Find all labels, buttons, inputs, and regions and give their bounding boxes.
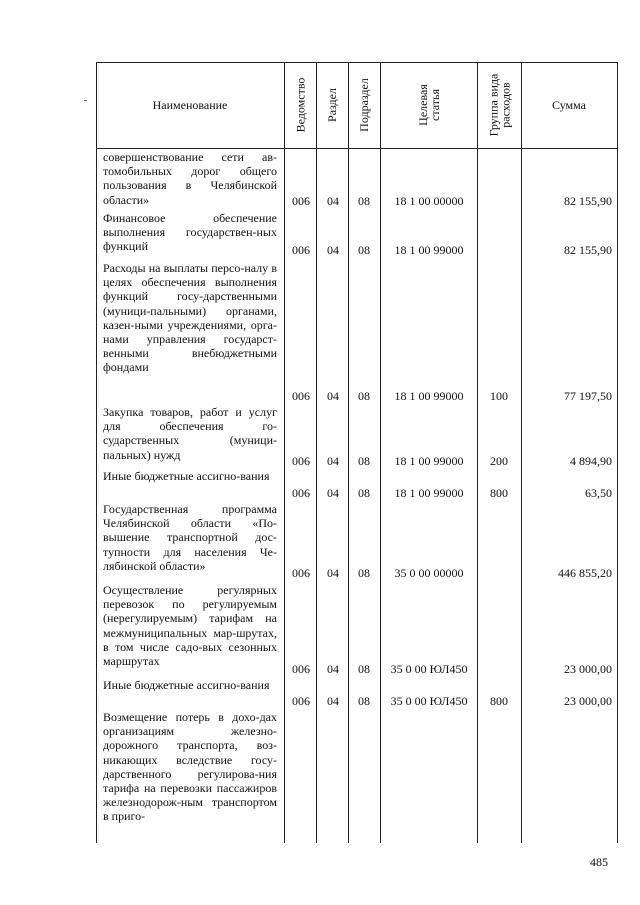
row-gruppa: 800 xyxy=(490,486,508,500)
table-column-border xyxy=(521,62,522,843)
row-razdel: 04 xyxy=(327,243,339,257)
header-razdel-cell xyxy=(316,62,348,148)
table-column-border xyxy=(380,62,381,843)
row-vedomstvo: 006 xyxy=(292,389,310,403)
row-summa: 446 855,20 xyxy=(558,566,612,580)
row-summa: 4 894,90 xyxy=(570,454,612,468)
header-gruppa-line1: Группа вида xyxy=(486,73,500,137)
row-name: Иные бюджетные ассигно-вания xyxy=(103,469,270,483)
row-name: Закупка товаров, работ и услуг для обеспечения го-сударственных (муници-пальных) нужд xyxy=(103,405,277,462)
row-summa: 82 155,90 xyxy=(564,243,612,257)
header-name-cell xyxy=(96,62,284,148)
header-razdel: Раздел xyxy=(325,88,340,122)
row-podrazdel: 08 xyxy=(358,454,370,468)
header-name: Наименование xyxy=(152,98,228,112)
row-name: Государственная программа Челябинской области «По-вышение транспортной дос-тупности для населения Че-лябинской области» xyxy=(103,502,277,573)
row-celevaya: 18 1 00 00000 xyxy=(394,194,464,208)
header-summa-cell xyxy=(521,62,617,148)
header-summa: Сумма xyxy=(552,98,586,112)
header-gruppa-cell xyxy=(477,62,521,148)
header-celevaya xyxy=(416,84,440,126)
row-name: Осуществление регулярных перевозок по регулируемым (нерегулируемым) тарифам на межмуниципальных мар-шрутах, в том числе садо-вых сезонных маршрутах xyxy=(103,583,277,669)
row-celevaya: 35 0 00 00000 xyxy=(394,566,464,580)
row-razdel: 04 xyxy=(327,454,339,468)
row-celevaya: 18 1 00 99000 xyxy=(394,243,464,257)
table-column-border xyxy=(316,62,317,843)
row-vedomstvo: 006 xyxy=(292,694,310,708)
row-podrazdel: 08 xyxy=(358,566,370,580)
row-podrazdel: 08 xyxy=(358,662,370,676)
row-razdel: 04 xyxy=(327,566,339,580)
row-name: Иные бюджетные ассигно-вания xyxy=(103,678,270,692)
row-vedomstvo: 006 xyxy=(292,486,310,500)
table-column-border xyxy=(617,62,618,843)
header-vedomstvo-cell xyxy=(284,62,316,148)
row-name: совершенствование сети ав-томобильных дорог общего пользования в Челябинской области» xyxy=(103,150,277,207)
header-celevaya-line2: статья xyxy=(427,89,442,121)
header-podrazdel-cell xyxy=(348,62,380,148)
row-celevaya: 35 0 00 ЮЛ450 xyxy=(390,662,468,676)
row-celevaya: 18 1 00 99000 xyxy=(394,486,464,500)
header-podrazdel: Подраздел xyxy=(357,78,372,132)
row-podrazdel: 08 xyxy=(358,694,370,708)
row-gruppa: 800 xyxy=(490,694,508,708)
header-vedomstvo: Ведомство xyxy=(293,77,308,133)
row-summa: 82 155,90 xyxy=(564,194,612,208)
table-column-border xyxy=(348,62,349,843)
row-razdel: 04 xyxy=(327,194,339,208)
row-gruppa: 100 xyxy=(490,389,508,403)
table-column-border xyxy=(96,62,97,843)
table-header-divider xyxy=(96,148,618,149)
row-podrazdel: 08 xyxy=(358,194,370,208)
row-gruppa: 200 xyxy=(490,454,508,468)
row-vedomstvo: 006 xyxy=(292,454,310,468)
row-podrazdel: 08 xyxy=(358,486,370,500)
row-podrazdel: 08 xyxy=(358,389,370,403)
row-celevaya: 18 1 00 99000 xyxy=(394,389,464,403)
row-celevaya: 18 1 00 99000 xyxy=(394,454,464,468)
row-vedomstvo: 006 xyxy=(292,662,310,676)
row-vedomstvo: 006 xyxy=(292,194,310,208)
header-celevaya-line1: Целевая xyxy=(415,84,430,126)
row-summa: 77 197,50 xyxy=(564,389,612,403)
table-column-border xyxy=(477,62,478,843)
row-name: Расходы на выплаты персо-налу в целях обеспечения выполнения функций госу-дарственными (муници-пальными) органами, казен-ными учреждениями, орга-нами управления государст-венными внебюджетными фондами xyxy=(103,261,277,375)
scan-mark xyxy=(84,100,87,101)
row-vedomstvo: 006 xyxy=(292,566,310,580)
header-celevaya-cell xyxy=(380,62,477,148)
row-summa: 63,50 xyxy=(585,486,612,500)
row-razdel: 04 xyxy=(327,486,339,500)
row-razdel: 04 xyxy=(327,662,339,676)
row-celevaya: 35 0 00 ЮЛ450 xyxy=(390,694,468,708)
page-number: 485 xyxy=(590,855,608,869)
row-podrazdel: 08 xyxy=(358,243,370,257)
row-name: Финансовое обеспечение выполнения государствен-ных функций xyxy=(103,211,277,254)
table-column-border xyxy=(284,62,285,843)
row-name: Возмещение потерь в дохо-дах организациям железно-дорожного транспорта, воз-никающих вследствие госу-дарственного регулирова-ния тарифа на перевозки пассажиров железнодорож-ным транспортом в приго- xyxy=(103,710,277,824)
header-gruppa-line2: расходов xyxy=(498,82,512,128)
row-razdel: 04 xyxy=(327,694,339,708)
row-razdel: 04 xyxy=(327,389,339,403)
row-summa: 23 000,00 xyxy=(564,662,612,676)
row-summa: 23 000,00 xyxy=(564,694,612,708)
header-gruppa xyxy=(487,74,511,137)
row-vedomstvo: 006 xyxy=(292,243,310,257)
